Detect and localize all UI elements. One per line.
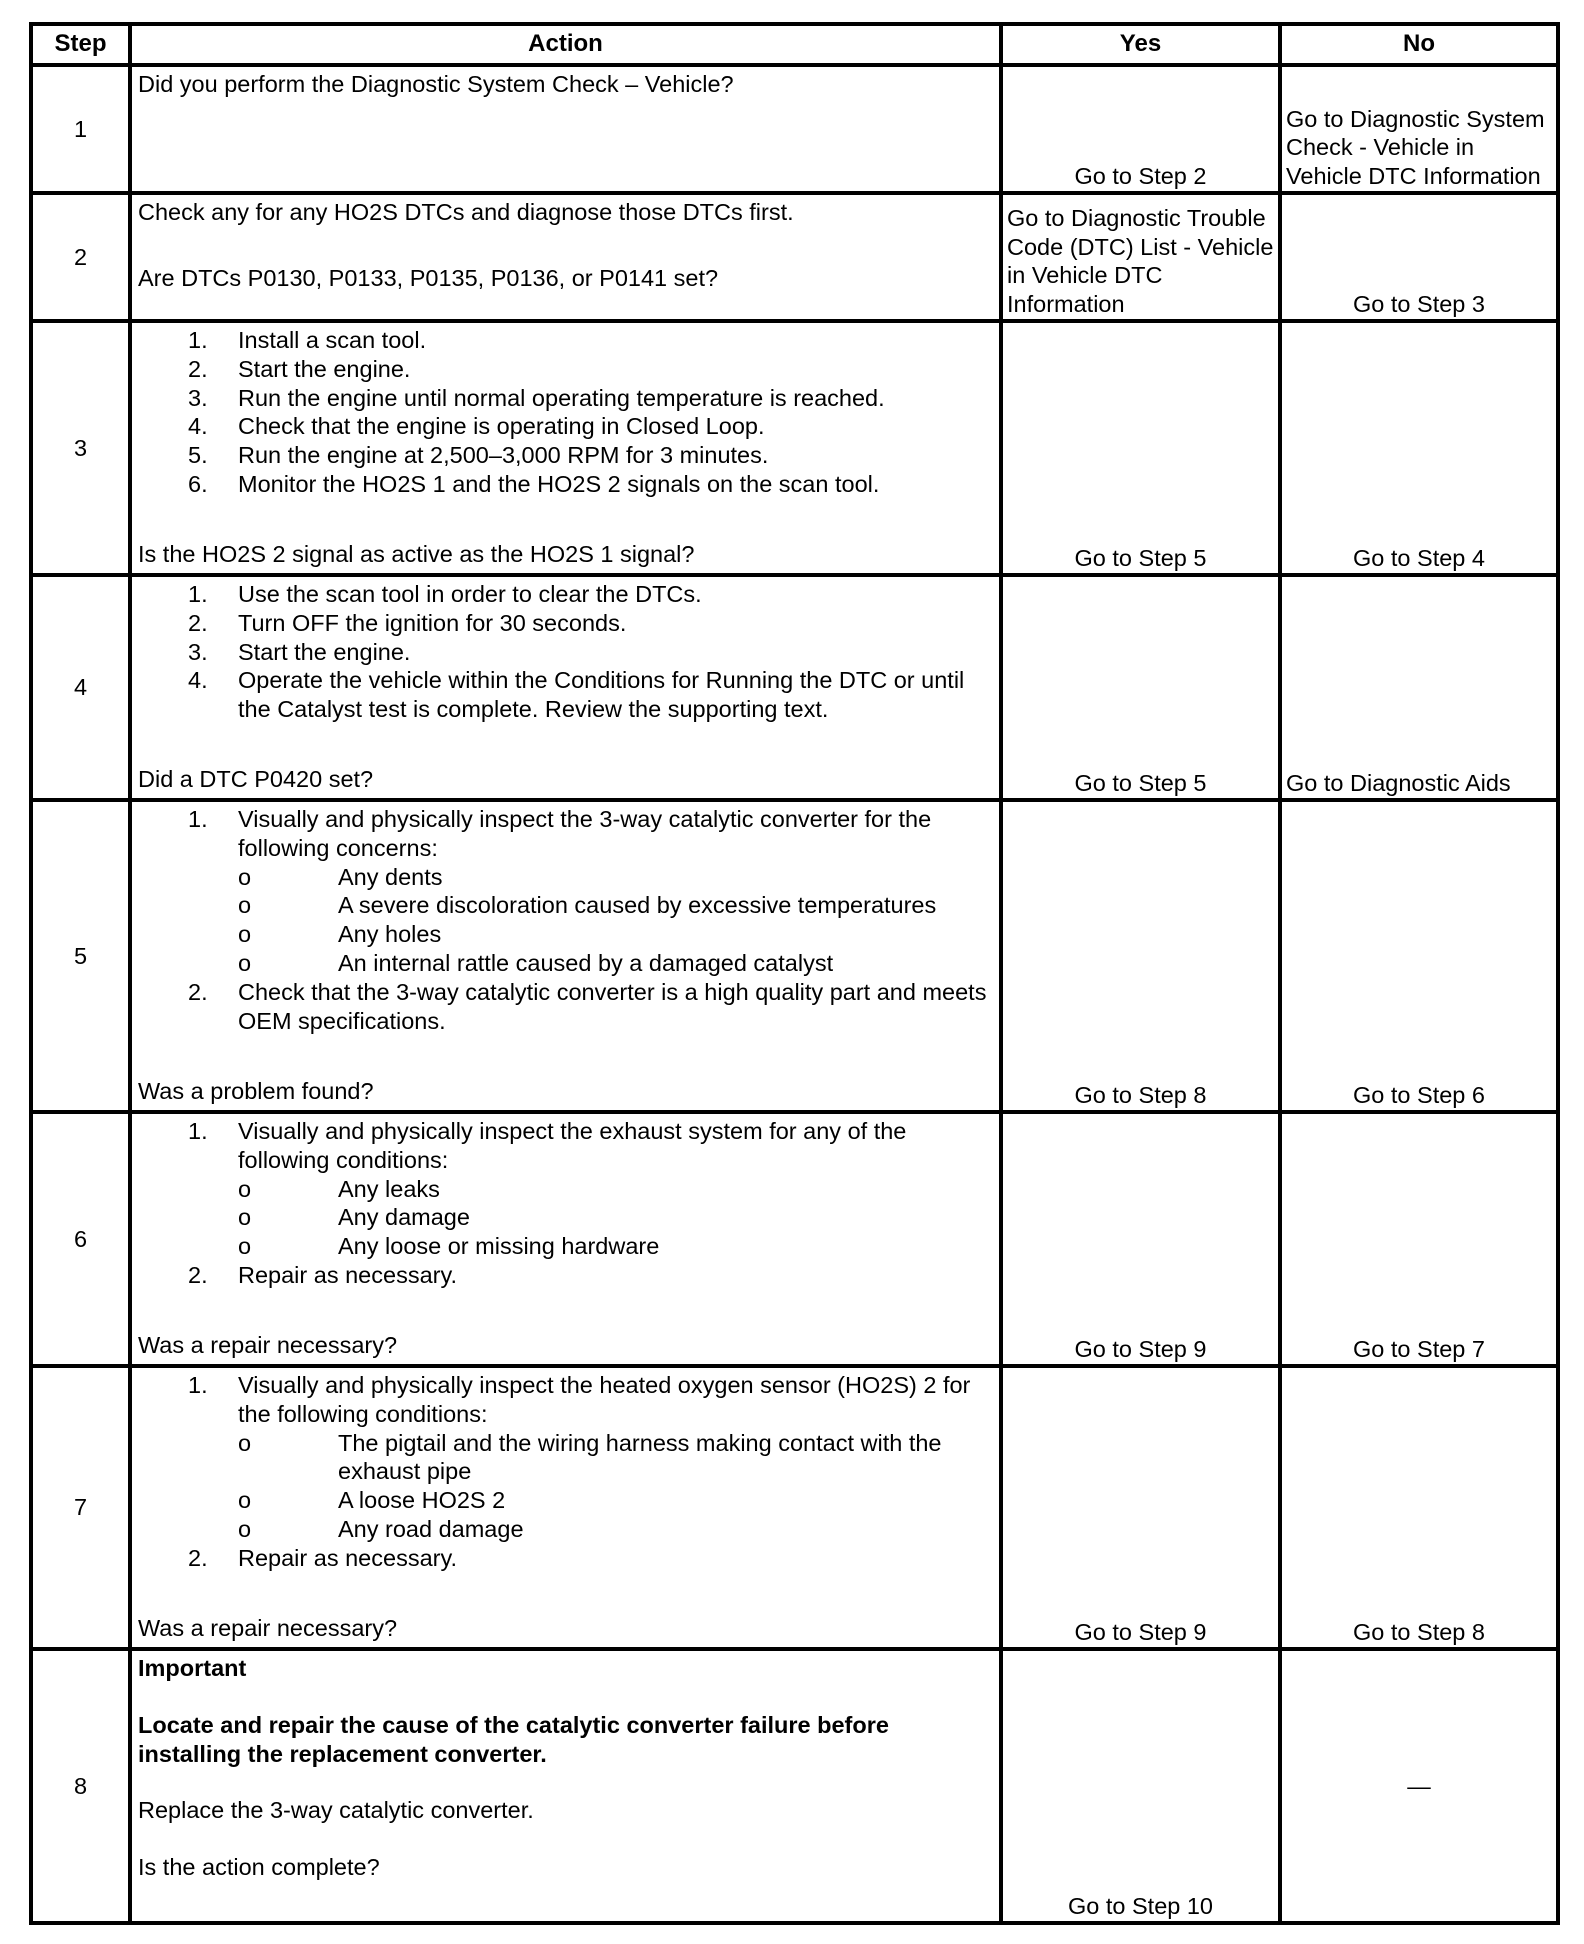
- action-question: Did a DTC P0420 set?: [138, 766, 374, 793]
- sub-list-item: o Any holes: [238, 921, 442, 948]
- action-cell: [130, 193, 1001, 321]
- sub-list-item: o Any road damage: [238, 1515, 524, 1542]
- sub-list-item: o A loose HO2S 2: [238, 1487, 506, 1514]
- list-item: 1. Install a scan tool.: [188, 327, 427, 353]
- list-item: 2. Check that the 3-way catalytic converter is a high quality part and meets OEM specifications.: [188, 978, 987, 1034]
- step-number: 2: [31, 193, 130, 321]
- table-row-step-4: [31, 575, 1558, 800]
- list-item: 4. Operate the vehicle within the Conditions for Running the DTC or until the Catalyst test is complete. Review the supporting text.: [188, 667, 965, 723]
- action-cell: [130, 65, 1001, 193]
- yes-cell: Go to Step 5: [1001, 321, 1280, 575]
- action-question: Was a problem found?: [138, 1078, 374, 1105]
- sub-list: [238, 863, 993, 978]
- step-number: 8: [31, 1649, 130, 1923]
- sub-list-item: o Any leaks: [238, 1175, 440, 1202]
- sub-list-item: o A severe discoloration caused by excessive temperatures: [238, 892, 937, 919]
- table-row-step-6: [31, 1112, 1558, 1366]
- no-cell: —: [1280, 1649, 1558, 1923]
- procedure-list: [138, 805, 993, 1035]
- action-instruction: Replace the 3-way catalytic converter.: [138, 1797, 534, 1824]
- table-row-step-3: [31, 321, 1558, 575]
- action-question: Is the HO2S 2 signal as active as the HO2S 1 signal?: [138, 541, 695, 568]
- step-number: 6: [31, 1112, 130, 1366]
- sub-list: [238, 1429, 993, 1544]
- list-item: 1. Use the scan tool in order to clear the DTCs.: [188, 581, 702, 607]
- important-heading: Important: [138, 1655, 247, 1681]
- no-cell: Go to Step 4: [1280, 321, 1558, 575]
- list-item: 4. Check that the engine is operating in Closed Loop.: [188, 413, 765, 440]
- no-cell: Go to Step 6: [1280, 800, 1558, 1112]
- header-no: No: [1280, 24, 1558, 65]
- table-row-step-8: [31, 1649, 1558, 1923]
- table-row-step-5: [31, 800, 1558, 1112]
- header-step: Step: [31, 24, 130, 65]
- list-item: 2. Repair as necessary.: [188, 1544, 457, 1571]
- list-item: 1. Visually and physically inspect the heated oxygen sensor (HO2S) 2 for the following conditions: o The pigtail and the wiring harness making contact with the exhaust pipe o A loose HO2S 2 o Any road damage: [138, 1371, 993, 1544]
- action-cell: [130, 800, 1001, 1112]
- sub-list: [238, 1175, 993, 1261]
- no-cell: Go to Step 7: [1280, 1112, 1558, 1366]
- action-question: Did you perform the Diagnostic System Check – Vehicle?: [138, 71, 734, 97]
- table-row-step-1: [31, 65, 1558, 193]
- step-number: 3: [31, 321, 130, 575]
- yes-cell: Go to Step 10: [1001, 1649, 1280, 1923]
- list-item: 2. Turn OFF the ignition for 30 seconds.: [188, 609, 627, 636]
- header-action: Action: [130, 24, 1001, 65]
- list-item: 1. Visually and physically inspect the exhaust system for any of the following conditions: o Any leaks o Any damage o Any loose or missing hardware: [138, 1117, 993, 1261]
- no-cell: Go to Diagnostic Aids: [1280, 575, 1558, 800]
- list-item: 2. Start the engine.: [188, 355, 411, 382]
- action-question: Is the action complete?: [138, 1854, 380, 1881]
- action-cell: [130, 575, 1001, 800]
- list-item: 5. Run the engine at 2,500–3,000 RPM for 3 minutes.: [188, 442, 769, 469]
- step-number: 4: [31, 575, 130, 800]
- diagnostic-document: [29, 22, 1560, 1925]
- sub-list-item: o Any loose or missing hardware: [238, 1233, 660, 1260]
- yes-cell: Go to Step 2: [1001, 65, 1280, 193]
- no-cell: Go to Step 3: [1280, 193, 1558, 321]
- list-item: 6. Monitor the HO2S 1 and the HO2S 2 signals on the scan tool.: [188, 470, 880, 497]
- step-number: 7: [31, 1366, 130, 1649]
- sub-list-item: o The pigtail and the wiring harness making contact with the exhaust pipe: [238, 1429, 942, 1485]
- list-item: 1. Visually and physically inspect the 3-way catalytic converter for the following concerns: o Any dents o A severe discoloration caused by excessive temperatures o Any holes o An internal rattle caused by a damaged catalyst: [138, 805, 993, 978]
- yes-cell: Go to Diagnostic Trouble Code (DTC) List - Vehicle in Vehicle DTC Information: [1001, 193, 1280, 321]
- yes-cell: Go to Step 9: [1001, 1366, 1280, 1649]
- list-item: 3. Start the engine.: [188, 638, 411, 665]
- action-cell: [130, 1112, 1001, 1366]
- action-cell: [130, 1366, 1001, 1649]
- procedure-list: [138, 580, 993, 724]
- diagnostic-table: [29, 22, 1560, 1925]
- yes-cell: Go to Step 9: [1001, 1112, 1280, 1366]
- important-warning: Locate and repair the cause of the catalytic converter failure before installing the replacement converter.: [138, 1711, 889, 1767]
- sub-list-item: o An internal rattle caused by a damaged catalyst: [238, 949, 834, 976]
- yes-cell: Go to Step 5: [1001, 575, 1280, 800]
- no-cell: Go to Step 8: [1280, 1366, 1558, 1649]
- action-question: Was a repair necessary?: [138, 1615, 398, 1642]
- action-cell: [130, 1649, 1001, 1923]
- list-item: 3. Run the engine until normal operating temperature is reached.: [188, 384, 885, 411]
- table-row-step-7: [31, 1366, 1558, 1649]
- sub-list-item: o Any dents: [238, 863, 443, 890]
- table-row-step-2: [31, 193, 1558, 321]
- procedure-list: [138, 1117, 993, 1290]
- procedure-list: [138, 326, 993, 499]
- step-number: 5: [31, 800, 130, 1112]
- action-cell: [130, 321, 1001, 575]
- yes-cell: Go to Step 8: [1001, 800, 1280, 1112]
- no-cell: Go to Diagnostic System Check - Vehicle in Vehicle DTC Information: [1280, 65, 1558, 193]
- list-item: 2. Repair as necessary.: [188, 1261, 457, 1288]
- header-row: [31, 24, 1558, 65]
- procedure-list: [138, 1371, 993, 1573]
- step-number: 1: [31, 65, 130, 193]
- sub-list-item: o Any damage: [238, 1204, 470, 1231]
- action-question: Are DTCs P0130, P0133, P0135, P0136, or P0141 set?: [138, 265, 719, 292]
- header-yes: Yes: [1001, 24, 1280, 65]
- action-intro: Check any for any HO2S DTCs and diagnose those DTCs first.: [138, 199, 794, 225]
- action-question: Was a repair necessary?: [138, 1332, 398, 1359]
